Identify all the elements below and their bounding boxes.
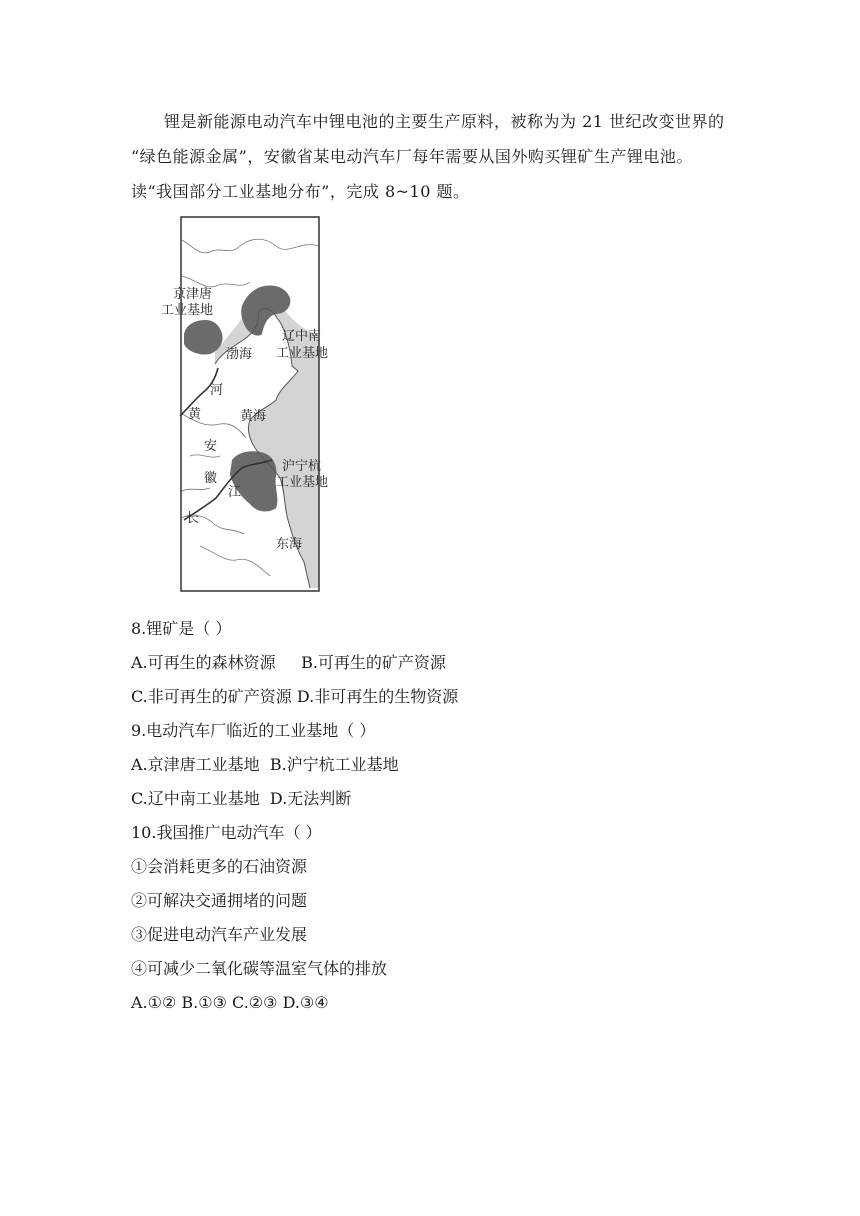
intro-line-2: “绿色能源金属”，安徽省某电动汽车厂每年需要从国外购买锂矿生产锂电池。 — [131, 147, 693, 166]
label-jjt-2: 工业基地 — [161, 303, 214, 318]
intro-line-3: 读“我国部分工业基地分布”，完成 8~10 题。 — [131, 182, 470, 201]
label-hnh-1: 沪宁杭 — [282, 459, 322, 474]
label-lzn-2: 工业基地 — [276, 346, 329, 361]
q10-statement-1: ①会消耗更多的石油资源 — [131, 857, 308, 876]
label-hui: 徽 — [204, 471, 218, 486]
label-an: 安 — [204, 439, 218, 454]
q8-options-cd: C.非可再生的矿产资源 D.非可再生的生物资源 — [131, 687, 459, 706]
label-hnh-2: 工业基地 — [276, 475, 329, 490]
label-donghai: 东海 — [276, 537, 303, 552]
map-svg — [161, 216, 329, 592]
q10-statement-4: ④可减少二氧化碳等温室气体的排放 — [131, 959, 388, 978]
label-lzn-1: 辽中南 — [282, 329, 322, 344]
q9-stem: 9.电动汽车厂临近的工业基地（ ） — [131, 721, 376, 740]
intro-paragraph — [131, 104, 741, 209]
q10-statement-2: ②可解决交通拥堵的问题 — [131, 891, 308, 910]
label-jjt-1: 京津唐 — [173, 287, 213, 302]
label-he: 河 — [210, 383, 224, 398]
q8-stem: 8.锂矿是（ ） — [131, 619, 232, 638]
jjt-base-area — [184, 320, 223, 355]
label-jiang: 江 — [228, 485, 242, 500]
q8-options-ab: A.可再生的森林资源 B.可再生的矿产资源 — [131, 653, 446, 672]
label-chang: 长 — [186, 511, 200, 526]
q10-statement-3: ③促进电动汽车产业发展 — [131, 925, 308, 944]
q9-options-ab: A.京津唐工业基地 B.沪宁杭工业基地 — [131, 755, 399, 774]
industrial-base-map — [161, 216, 329, 592]
label-huang-river: 黄 — [188, 407, 202, 422]
questions-block — [131, 612, 731, 1020]
label-bohai: 渤海 — [226, 347, 253, 362]
intro-line-1: 锂是新能源电动汽车中锂电池的主要生产原料，被称为为 21 世纪改变世界的 — [164, 112, 725, 131]
q10-stem: 10.我国推广电动汽车（ ） — [131, 823, 322, 842]
q10-options: A.①② B.①③ C.②③ D.③④ — [131, 993, 329, 1012]
q9-options-cd: C.辽中南工业基地 D.无法判断 — [131, 789, 352, 808]
label-huanghai: 黄海 — [240, 409, 267, 424]
